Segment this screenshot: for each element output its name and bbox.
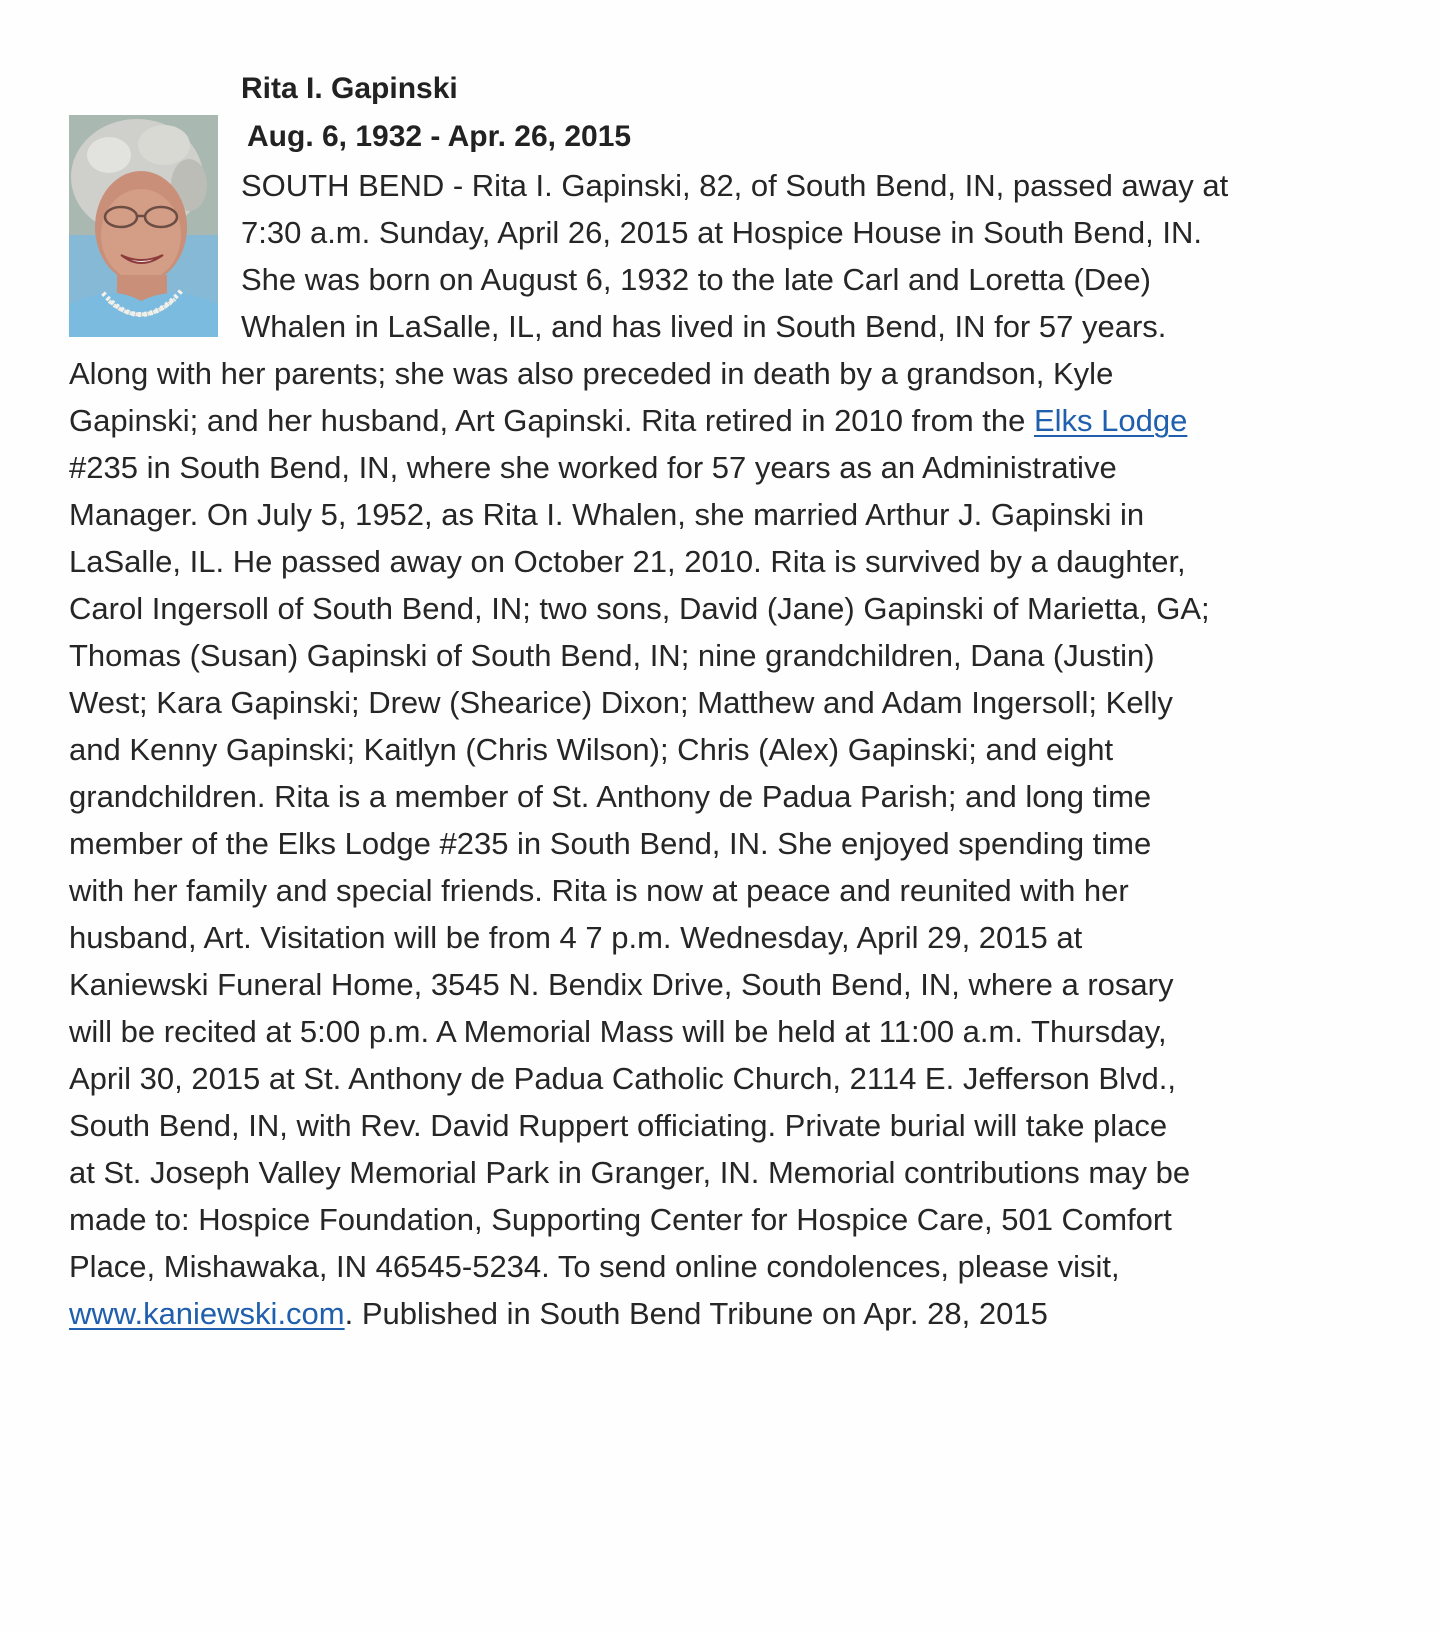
- obituary-line-17: husband, Art. Visitation will be from 4 7 p.m. Wednesday, April 29, 2015 at: [69, 920, 1083, 955]
- obituary-line-7: #235 in South Bend, IN, where she worked for 57 years as an Administrative: [69, 450, 1117, 485]
- obituary-line-3: She was born on August 6, 1932 to the late Carl and Loretta (Dee): [241, 262, 1151, 297]
- portrait-photo: [69, 115, 218, 337]
- obituary-line-9: LaSalle, IL. He passed away on October 21, 2010. Rita is survived by a daughter,: [69, 544, 1186, 579]
- obituary-line-1: SOUTH BEND - Rita I. Gapinski, 82, of South Bend, IN, passed away at: [241, 168, 1229, 203]
- portrait-illustration: [69, 115, 218, 337]
- obituary-line-13: and Kenny Gapinski; Kaitlyn (Chris Wilson); Chris (Alex) Gapinski; and eight: [69, 732, 1114, 767]
- obituary-line-10: Carol Ingersoll of South Bend, IN; two sons, David (Jane) Gapinski of Marietta, GA;: [69, 591, 1210, 626]
- elks-lodge-link[interactable]: Elks Lodge: [1033, 403, 1188, 438]
- obituary-line-16: with her family and special friends. Rita is now at peace and reunited with her: [69, 873, 1129, 908]
- obituary-line-20: April 30, 2015 at St. Anthony de Padua Catholic Church, 2114 E. Jefferson Blvd.,: [69, 1061, 1176, 1096]
- obituary-line-8: Manager. On July 5, 1952, as Rita I. Whalen, she married Arthur J. Gapinski in: [69, 497, 1145, 532]
- obituary-line-18: Kaniewski Funeral Home, 3545 N. Bendix Drive, South Bend, IN, where a rosary: [69, 967, 1174, 1002]
- obituary-line-2: 7:30 a.m. Sunday, April 26, 2015 at Hospice House in South Bend, IN.: [241, 215, 1203, 250]
- obituary-line-24: Place, Mishawaka, IN 46545-5234. To send online condolences, please visit,: [69, 1249, 1120, 1284]
- obituary-line-25: [69, 1294, 1048, 1334]
- obituary-line-15: member of the Elks Lodge #235 in South Bend, IN. She enjoyed spending time: [69, 826, 1152, 861]
- obituary-line-21: South Bend, IN, with Rev. David Ruppert officiating. Private burial will take place: [69, 1108, 1168, 1143]
- obituary-line-4: Whalen in LaSalle, IL, and has lived in South Bend, IN for 57 years.: [241, 309, 1167, 344]
- obituary-dates: Aug. 6, 1932 - Apr. 26, 2015: [247, 120, 632, 153]
- obituary-line-22: at St. Joseph Valley Memorial Park in Granger, IN. Memorial contributions may be: [69, 1155, 1191, 1190]
- obituary-line-23: made to: Hospice Foundation, Supporting Center for Hospice Care, 501 Comfort: [69, 1202, 1172, 1237]
- obituary-line-6-text: Gapinski; and her husband, Art Gapinski. Rita retired in 2010 from the: [69, 403, 1034, 438]
- obituary-line-6: [69, 401, 1187, 441]
- obituary-name: Rita I. Gapinski: [241, 72, 458, 105]
- obituary-line-14: grandchildren. Rita is a member of St. Anthony de Padua Parish; and long time: [69, 779, 1152, 814]
- obituary-line-11: Thomas (Susan) Gapinski of South Bend, IN; nine grandchildren, Dana (Justin): [69, 638, 1155, 673]
- obituary-line-12: West; Kara Gapinski; Drew (Shearice) Dixon; Matthew and Adam Ingersoll; Kelly: [69, 685, 1173, 720]
- obituary-line-19: will be recited at 5:00 p.m. A Memorial Mass will be held at 11:00 a.m. Thursday,: [69, 1014, 1167, 1049]
- obituary-line-25-text: . Published in South Bend Tribune on Apr. 28, 2015: [344, 1296, 1048, 1331]
- obituary-line-5: Along with her parents; she was also preceded in death by a grandson, Kyle: [69, 356, 1114, 391]
- kaniewski-website-link[interactable]: www.kaniewski.com: [69, 1296, 345, 1331]
